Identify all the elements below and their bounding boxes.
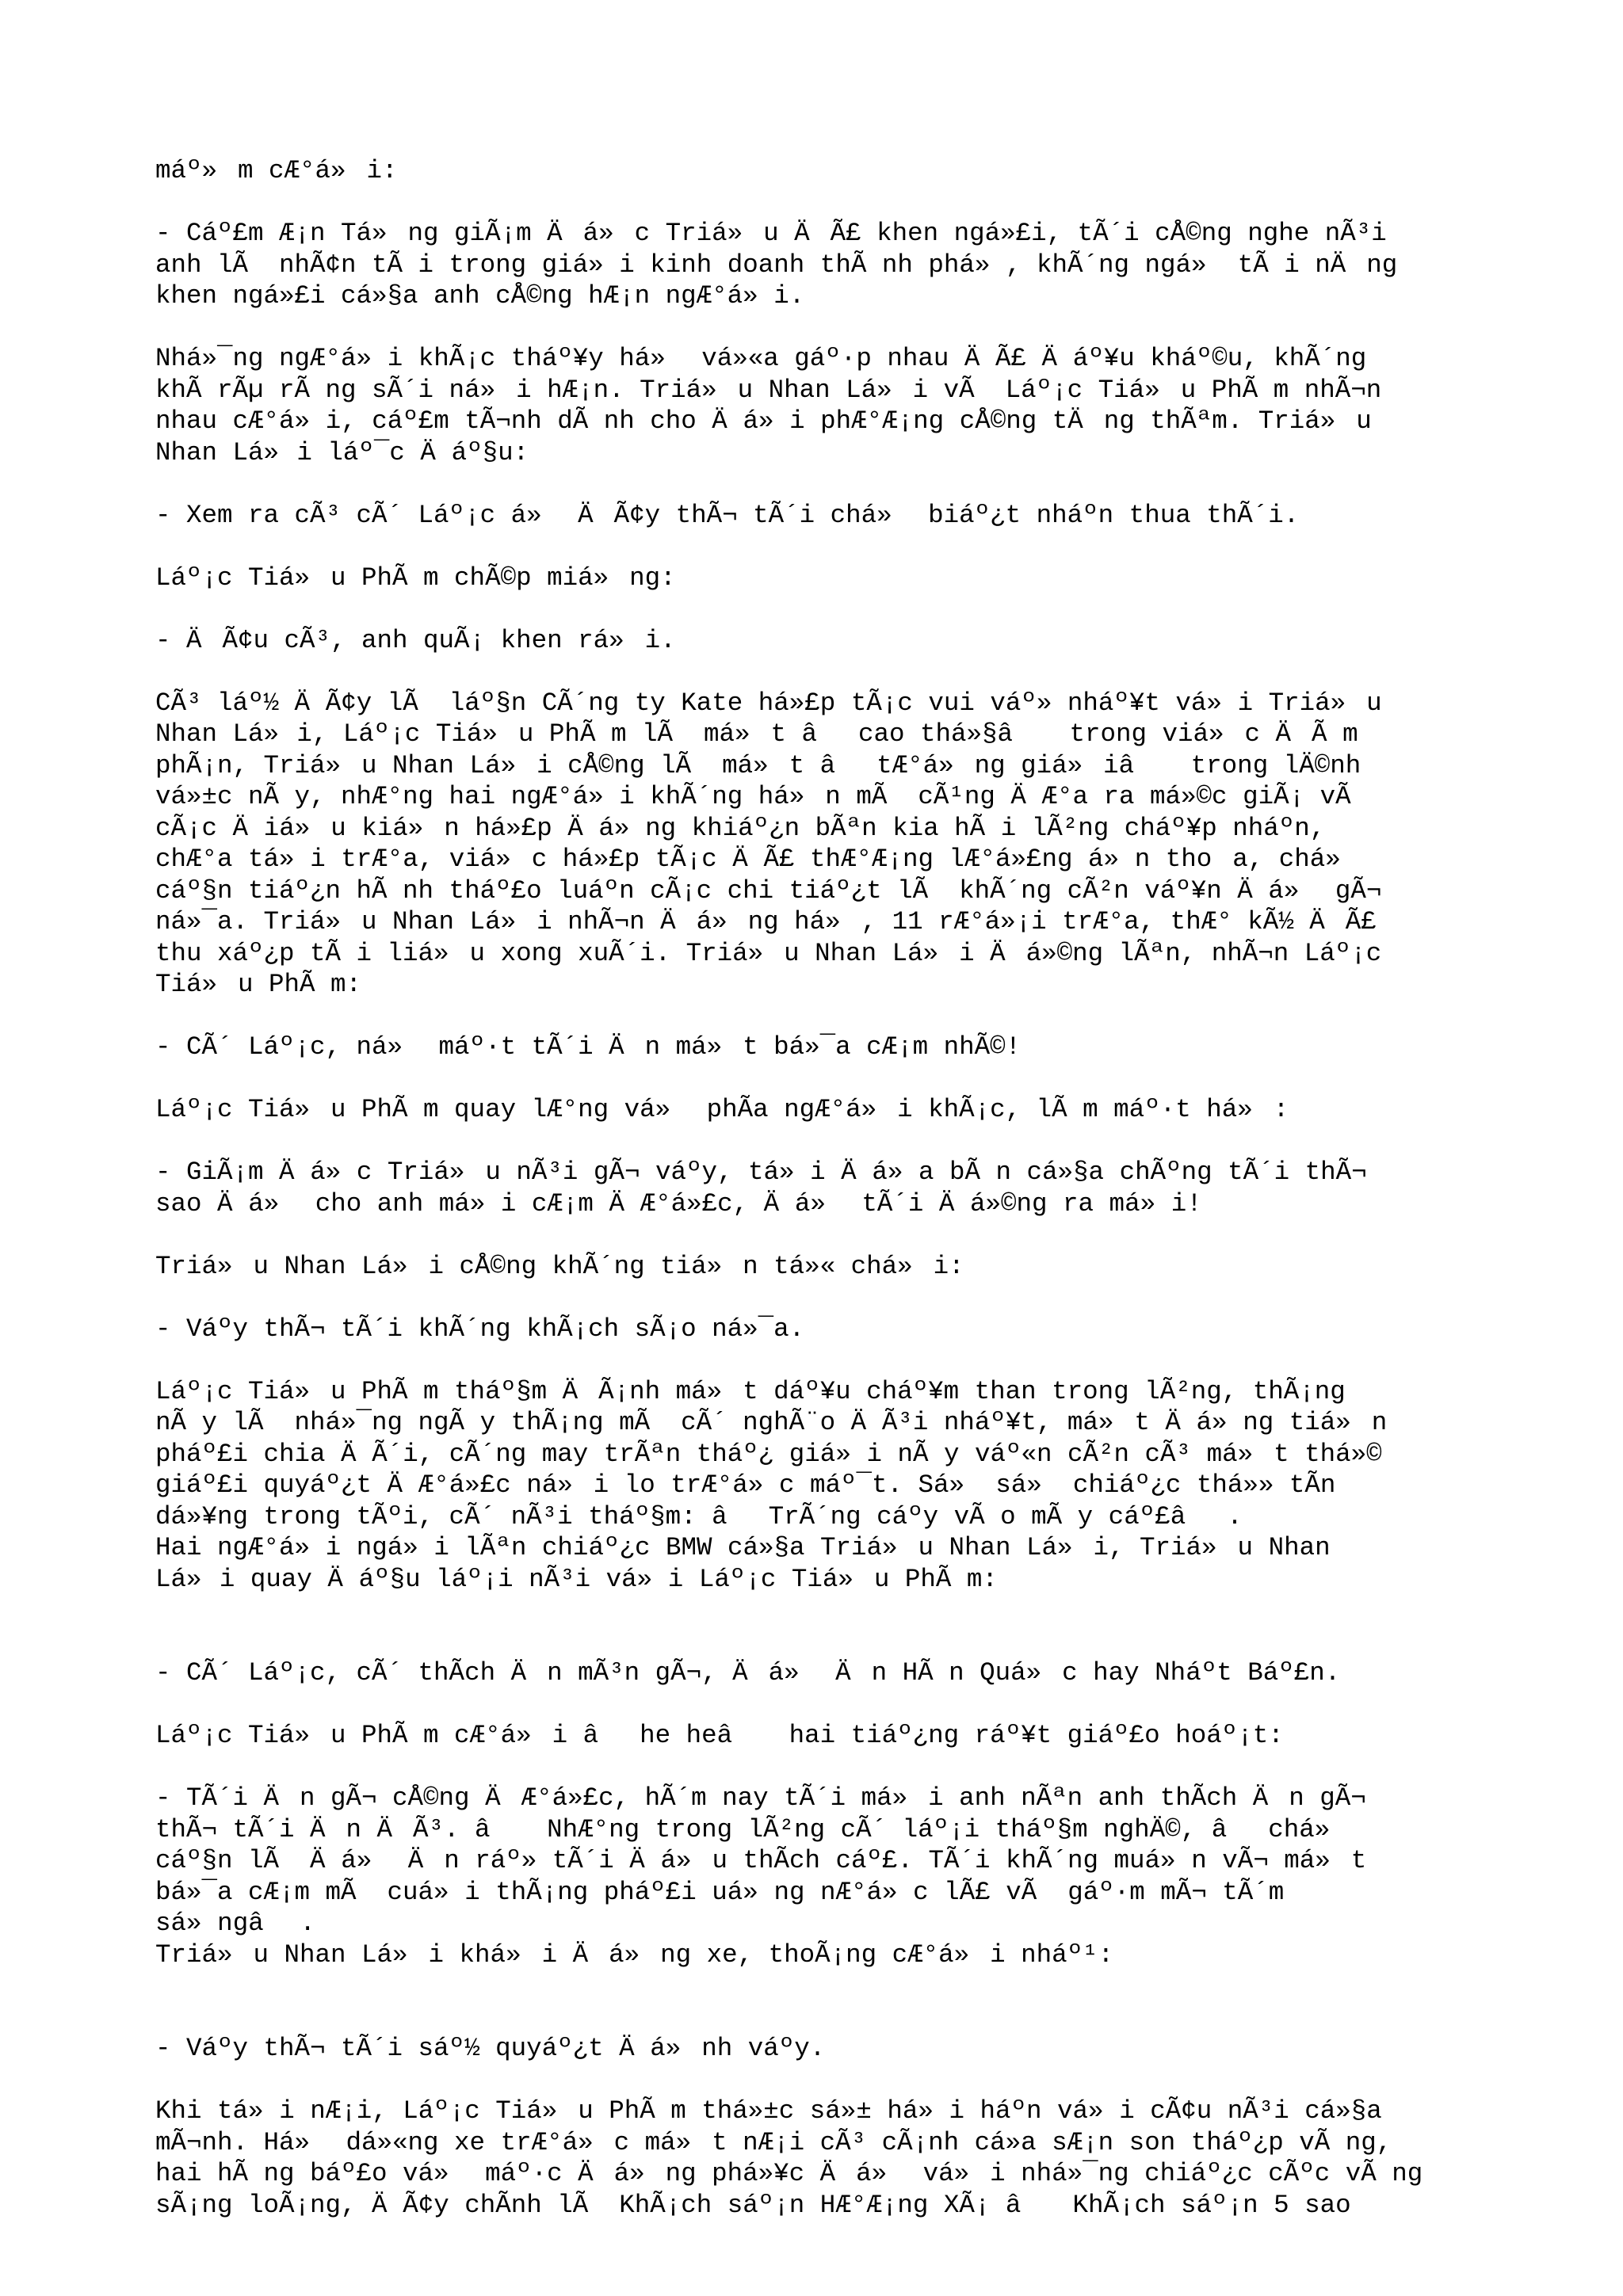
text-line: - Xem ra cÃ³ cÃ´ Láº¡c á» ÄÃ¢y thÃ¬ tÃ´i chá» biáº¿t nháºn thua thÃ´i. [155, 500, 1300, 530]
text-line: Nhan Lá»i, Láº¡c Tiá»u PhÃ m lÃ má»t âcao thá»§â trong viá»c ÄÃ m [155, 719, 1358, 749]
paragraph [155, 2096, 1479, 2221]
text-line: Tiá»u PhÃ m: [155, 970, 362, 999]
text-line: CÃ³ láº½ ÄÃ¢y lÃ láº§n CÃ´ng ty Kate há»£p tÃ¡c vui váº» nháº¥t vá»i Triá»u [155, 688, 1382, 718]
text-line: mÃ¬nh. Há» dá»«ng xe trÆ°á»c má»t nÆ¡i cÃ³ cÃ¡nh cá»a sÆ¡n son tháº¿p vÃ ng, [155, 2127, 1392, 2157]
document-page [155, 155, 1479, 2252]
text-line: sá»ngâ. [155, 1909, 315, 1938]
text-line: cáº§n lÃ Äá» Än ráº» tÃ´i Äá»u thÃch cáº£. TÃ´i khÃ´ng muá»n vÃ¬ má»t [155, 1846, 1367, 1875]
text-line: - GiÃ¡m Äá»c Triá»u nÃ³i gÃ¬ váºy, tá»i Äá»a bÃ n cá»§a chÃºng tÃ´i thÃ¬ [155, 1158, 1367, 1187]
text-line: giáº£i quyáº¿t ÄÆ°á»£c ná»i lo trÆ°á»c máº¯t. Sá» sá» chiáº¿c thá»» tÃn [155, 1470, 1336, 1500]
text-line: - ÄÃ¢u cÃ³, anh quÃ¡ khen rá»i. [155, 625, 676, 655]
text-line: Láº¡c Tiá»u PhÃ m tháº§m ÄÃ¡nh má»t dáº¥u cháº¥m than trong lÃ²ng, thÃ¡ng [155, 1376, 1346, 1406]
text-line: chÆ°a tá»i trÆ°a, viá»c há»£p tÃ¡c ÄÃ£ thÆ°Æ¡ng lÆ°á»£ng á»n thoa, chá» [155, 845, 1361, 874]
text-line: khÃ rÃµ rÃ ng sÃ´i ná»i hÆ¡n. Triá»u Nhan Lá»i vÃ Láº¡c Tiá»u PhÃ m nhÃ¬n [155, 375, 1382, 405]
text-line: - Cáº£m Æ¡n Tá»ng giÃ¡m Äá»c Triá»u ÄÃ£ khen ngá»£i, tÃ´i cÅ©ng nghe nÃ³i [155, 219, 1387, 248]
paragraph [155, 1094, 1479, 1126]
text-line: vá»±c nÃ y, nhÆ°ng hai ngÆ°á»i khÃ´ng há»n mÃ cÃ¹ng ÄÆ°a ra má»©c giÃ¡ vÃ [155, 782, 1367, 811]
text-line: thu xáº¿p tÃ i liá»u xong xuÃ´i. Triá»u Nhan Lá»i Äá»©ng lÃªn, nhÃ¬n Láº¡c [155, 938, 1382, 968]
text-line: dá»¥ng trong tÃºi, cÃ´ nÃ³i tháº§m: âTrÃ´ng cáºy vÃ o mÃ y cáº£â. [155, 1501, 1243, 1531]
paragraph [155, 2033, 1479, 2065]
text-line: thÃ¬ tÃ´i Än ÄÃ³. â NhÆ°ng trong lÃ²ng cÃ´ láº¡i tháº§m nghÄ©, âchá» [155, 1814, 1351, 1844]
paragraph [155, 1032, 1479, 1063]
text-line: Hai ngÆ°á»i ngá»i lÃªn chiáº¿c BMW cá»§a Triá»u Nhan Lá»i, Triá»u Nhan [155, 1533, 1331, 1562]
text-line: Nhá»¯ng ngÆ°á»i khÃ¡c tháº¥y há» vá»«a gáº·p nhau ÄÃ£ Äáº¥u kháº©u, khÃ´ng [155, 344, 1367, 373]
text-line: khen ngá»£i cá»§a anh cÅ©ng hÆ¡n ngÆ°á»i. [155, 281, 805, 311]
paragraph [155, 1970, 1479, 2002]
text-line: sÃ¡ng loÃ¡ng, ÄÃ¢y chÃnh lÃ KhÃ¡ch sáº¡n HÆ°Æ¡ng XÃ¡ â KhÃ¡ch sáº¡n 5 sao [155, 2190, 1351, 2220]
text-line: ná»¯a. Triá»u Nhan Lá»i nhÃ¬n Äá»ng há», 11 rÆ°á»¡i trÆ°a, thÆ° kÃ½ ÄÃ£ [155, 907, 1377, 936]
text-line: Triá»u Nhan Lá»i cÅ©ng khÃ´ng tiá»n tá»« chá»i: [155, 1251, 964, 1281]
paragraph [155, 1595, 1479, 1627]
text-line: - CÃ´ Láº¡c, ná» máº·t tÃ´i Än má»t bá»¯a cÆ¡m nhÃ©! [155, 1032, 1022, 1062]
text-line: - Váºy thÃ¬ tÃ´i khÃ´ng khÃ¡ch sÃ¡o ná»¯a. [155, 1314, 805, 1344]
text-line: - TÃ´i Än gÃ¬ cÅ©ng ÄÆ°á»£c, hÃ´m nay tÃ´i má»i anh nÃªn anh thÃch Än gÃ¬ [155, 1783, 1366, 1813]
text-line: hai hÃ ng báº£o vá» máº·c Äá»ng phá»¥c Äá» vá»i nhá»¯ng chiáº¿c cÃºc vÃ ng [155, 2159, 1423, 2188]
text-line: Láº¡c Tiá»u PhÃ m chÃ©p miá»ng: [155, 563, 676, 593]
paragraph [155, 1720, 1479, 1752]
paragraph [155, 625, 1479, 657]
paragraph [155, 218, 1479, 312]
text-line: Khi tá»i nÆ¡i, Láº¡c Tiá»u PhÃ m thá»±c sá»± há»i háºn vá»i cÃ¢u nÃ³i cá»§a [155, 2096, 1382, 2126]
paragraph [155, 1783, 1479, 1970]
text-line: nÃ y lÃ nhá»¯ng ngÃ y thÃ¡ng mÃ cÃ´ nghÃ¨o ÄÃ³i nháº¥t, má»t Äá»ng tiá»n [155, 1408, 1388, 1437]
paragraph [155, 688, 1479, 1001]
text-line: sao Äá» cho anh má»i cÆ¡m ÄÆ°á»£c, Äá» tÃ´i Äá»©ng ra má»i! [155, 1188, 1202, 1219]
text-line: anh lÃ nhÃ¢n tÃ i trong giá»i kinh doanh thÃ nh phá», khÃ´ng ngá» tÃ i nÄng [155, 250, 1398, 280]
text-line [155, 1595, 1479, 1627]
text-line [155, 1970, 1479, 2002]
text-line: phÃ¡n, Triá»u Nhan Lá»i cÅ©ng lÃ má»t âtÆ°á»ng giá»iâ trong lÄ©nh [155, 750, 1361, 780]
paragraph [155, 1657, 1479, 1689]
paragraph [155, 500, 1479, 532]
text-line: pháº£i chia ÄÃ´i, cÃ´ng may trÃªn tháº¿ giá»i nÃ y váº«n cÃ²n cÃ³ má»t thá»© [155, 1439, 1382, 1469]
paragraph [155, 1314, 1479, 1345]
paragraph [155, 1251, 1479, 1283]
paragraph [155, 1157, 1479, 1219]
paragraph [155, 1376, 1479, 1596]
text-line: máº»m cÆ°á»i: [155, 156, 398, 185]
paragraph [155, 343, 1479, 468]
text-line: - Váºy thÃ¬ tÃ´i sáº½ quyáº¿t Äá»nh váºy. [155, 2034, 826, 2063]
text-line: nhau cÆ°á»i, cáº£m tÃ¬nh dÃ nh cho Äá»i phÆ°Æ¡ng cÅ©ng tÄng thÃªm. Triá»u [155, 406, 1372, 436]
text-line: Nhan Lá»i láº¯c Äáº§u: [155, 437, 529, 467]
text-line: cáº§n tiáº¿n hÃ nh tháº£o luáºn cÃ¡c chi tiáº¿t lÃ khÃ´ng cÃ²n váº¥n Äá» gÃ¬ [155, 875, 1382, 906]
text-line: Láº¡c Tiá»u PhÃ m cÆ°á»i âhe heâ hai tiáº¿ng ráº¥t giáº£o hoáº¡t: [155, 1721, 1284, 1750]
text-line: Láº¡c Tiá»u PhÃ m quay lÆ°ng vá» phÃa ngÆ°á»i khÃ¡c, lÃ m máº·t há»: [155, 1095, 1289, 1124]
text-line: Lá»i quay Äáº§u láº¡i nÃ³i vá»i Láº¡c Tiá»u PhÃ m: [155, 1564, 998, 1594]
text-line: - CÃ´ Láº¡c, cÃ´ thÃch Än mÃ³n gÃ¬, Äá» Än HÃ n Quá»c hay Nháºt Báº£n. [155, 1658, 1341, 1688]
text-line: Triá»u Nhan Lá»i khá»i Äá»ng xe, thoÃ¡ng cÆ°á»i nháº¹: [155, 1939, 1114, 1970]
paragraph [155, 563, 1479, 594]
paragraph [155, 155, 1479, 187]
text-line: cÃ¡c Äiá»u kiá»n há»£p Äá»ng khiáº¿n bÃªn kia hÃ i lÃ²ng cháº¥p nháºn, [155, 813, 1326, 843]
text-line: bá»¯a cÆ¡m mÃ cuá»i thÃ¡ng pháº£i uá»ng nÆ°á»c lÃ£ vÃ gáº·m mÃ¬ tÃ´m [155, 1877, 1285, 1907]
